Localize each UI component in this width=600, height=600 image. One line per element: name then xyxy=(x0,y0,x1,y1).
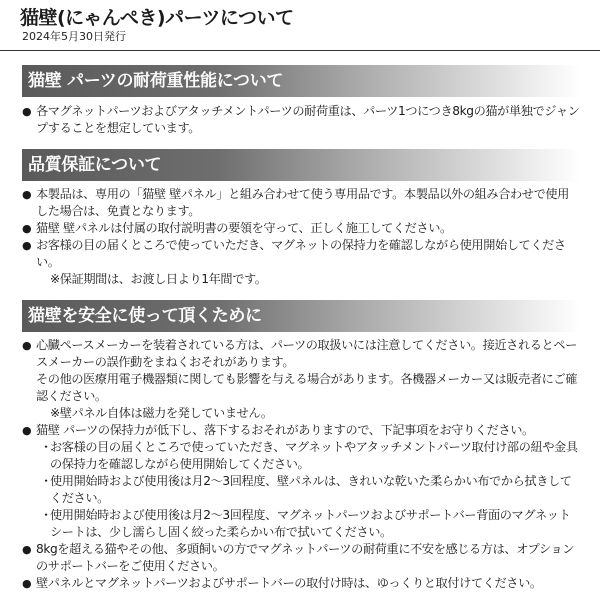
bullet-icon: ● xyxy=(22,105,32,118)
bullet-icon: ● xyxy=(22,188,32,201)
list-item-text: 壁パネルとマグネットパーツおよびサポートバーの取付け時は、ゆっくりと取付けてください。 xyxy=(36,576,542,590)
pacemaker-continuation: その他の医療用電子機器類に関しても影響を与える場合があります。各機器メーカー又は販売者にご確認ください。 xyxy=(36,372,578,403)
page-title: 猫壁(にゃんぺき)パーツについて xyxy=(20,7,294,29)
sub-bullet-icon: ・ xyxy=(40,440,52,454)
section-heading-load-capacity: 猫壁 パーツの耐荷重性能について xyxy=(22,65,580,97)
bullet-icon: ● xyxy=(22,424,32,437)
bullet-icon: ● xyxy=(22,577,32,590)
list-item xyxy=(22,337,580,371)
list-item xyxy=(22,220,580,237)
pacemaker-note: ※壁パネル自体は磁力を発していません。 xyxy=(50,406,273,420)
warranty-list xyxy=(22,186,580,271)
safety-list-2 xyxy=(22,422,580,439)
sub-bullet-icon: ・ xyxy=(40,508,52,522)
bullet-icon: ● xyxy=(22,543,32,556)
list-item-text: 各マグネットパーツおよびアタッチメントパーツの耐荷重は、パーツ1つにつき8kgの猫が単独でジャンプすることを想定しています。 xyxy=(36,104,580,135)
issue-date: 2024年5月30日発行 xyxy=(22,30,126,43)
safety-list xyxy=(22,337,580,371)
safety-list-3 xyxy=(22,541,580,592)
bullet-icon: ● xyxy=(22,339,32,352)
sub-item xyxy=(22,507,580,541)
sub-item-text: お客様の目の届くところで使っていただき、マグネットやアタッチメントパーツ取付け部の紐や金具の保持力を確認しながら使用開始してください。 xyxy=(50,440,578,471)
list-item xyxy=(22,422,580,439)
list-item-text: 本製品は、専用の「猫壁 壁パネル」と組み合わせて使う専用品です。本製品以外の組み合わせで使用した場合は、免責となります。 xyxy=(36,187,569,218)
bullet-icon: ● xyxy=(22,222,32,235)
sub-item-text: 使用開始時および使用後は月2～3回程度、壁パネルは、きれいな乾いた柔らかい布でから拭きしてください。 xyxy=(50,474,572,505)
sub-item-text: 使用開始時および使用後は月2～3回程度、マグネットパーツおよびサポートバー背面のマグネットシートは、少し濡らし固く絞った柔らかい布で拭いてください。 xyxy=(50,508,571,539)
sub-item xyxy=(22,439,580,473)
sub-item xyxy=(22,473,580,507)
bullet-icon: ● xyxy=(22,239,32,252)
section-heading-warranty: 品質保証について xyxy=(22,149,580,181)
section-heading-safety: 猫壁を安全に使って頂くために xyxy=(22,300,580,332)
list-item xyxy=(22,186,580,220)
list-item xyxy=(22,103,580,137)
list-item-text: 猫壁 パーツの保持力が低下し、落下するおそれがありますので、下記事項をお守りください。 xyxy=(36,423,534,437)
warranty-note: ※保証期間は、お渡し日より1年間です。 xyxy=(50,272,267,286)
load-capacity-list xyxy=(22,103,580,137)
list-item xyxy=(22,575,580,592)
list-item-text: 猫壁 壁パネルは付属の取付説明書の要領を守って、正しく施工してください。 xyxy=(36,221,452,235)
list-item xyxy=(22,237,580,271)
list-item-text: お客様の目の届くところで使っていただき、マグネットの保持力を確認しながら使用開始してください。 xyxy=(36,238,566,269)
sub-bullet-icon: ・ xyxy=(40,474,52,488)
list-item xyxy=(22,541,580,575)
list-item-text: 8kgを超える猫やその他、多頭飼いの方でマグネットパーツの耐荷重に不安を感じる方は、オプションのサポートバーをご使用ください。 xyxy=(36,542,575,573)
list-item-text: 心臓ペースメーカーを装着されている方は、パーツの取扱いには注意してください。接近されるとペースメーカーの誤作動をまねくおそれがあります。 xyxy=(36,338,577,369)
divider xyxy=(0,50,600,51)
